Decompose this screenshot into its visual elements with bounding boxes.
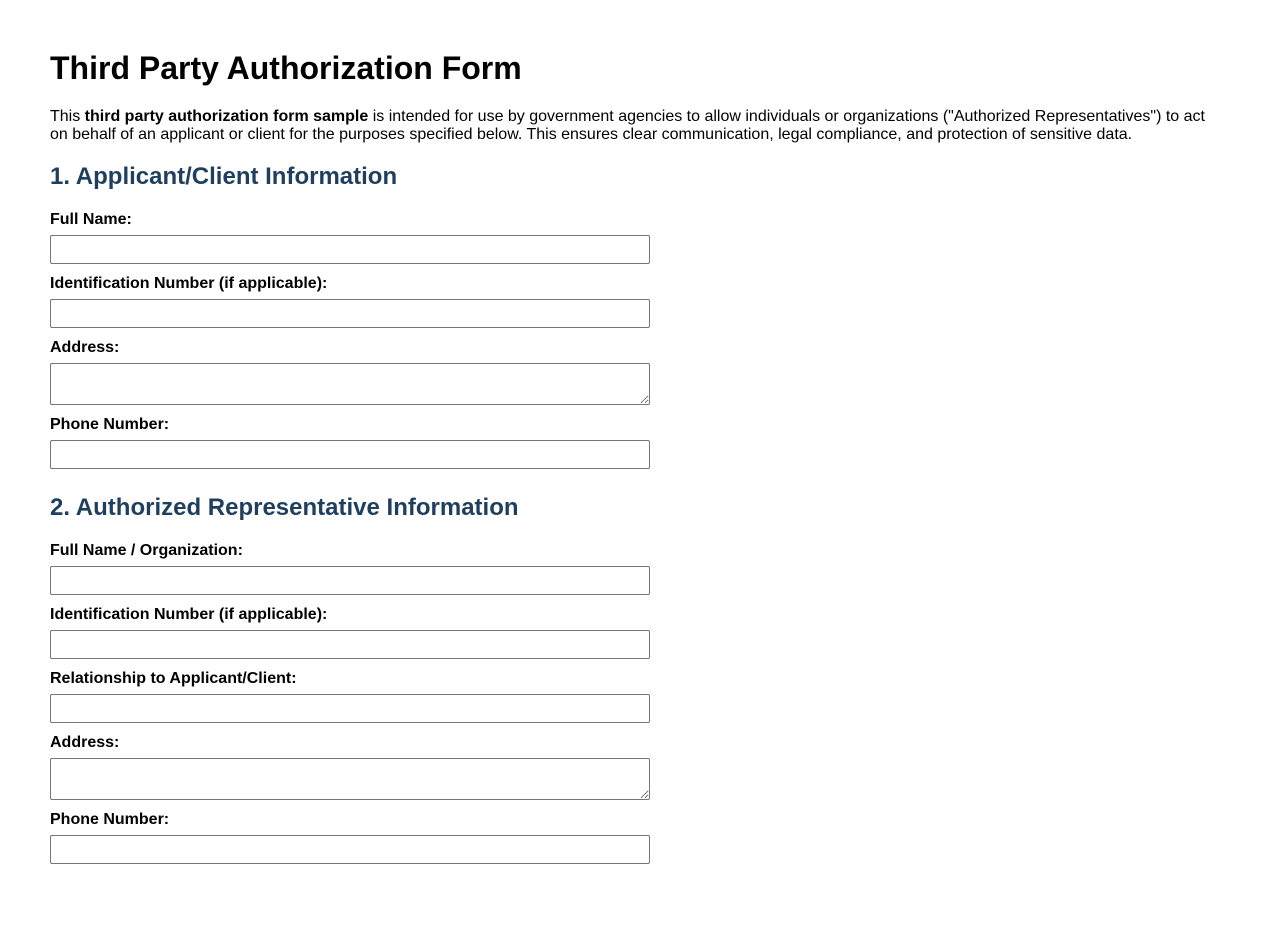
intro-paragraph (50, 108, 1215, 144)
applicant-phone-input[interactable] (50, 440, 650, 469)
section-heading-applicant: 1. Applicant/Client Information (50, 163, 398, 190)
rep-id-number-input[interactable] (50, 630, 650, 659)
label-applicant-full-name: Full Name: (50, 211, 132, 228)
applicant-address-textarea[interactable] (50, 363, 650, 405)
label-rep-full-name: Full Name / Organization: (50, 542, 243, 559)
form-page (0, 50, 1263, 864)
label-rep-phone: Phone Number: (50, 811, 170, 828)
label-rep-id-number: Identification Number (if applicable): (50, 606, 328, 623)
label-applicant-address: Address: (50, 339, 120, 356)
label-applicant-id-number: Identification Number (if applicable): (50, 275, 328, 292)
label-rep-address: Address: (50, 734, 120, 751)
page-title: Third Party Authorization Form (50, 50, 522, 86)
rep-full-name-input[interactable] (50, 566, 650, 595)
label-rep-relationship: Relationship to Applicant/Client: (50, 670, 297, 687)
rep-address-textarea[interactable] (50, 758, 650, 800)
rep-phone-input[interactable] (50, 835, 650, 864)
intro-suffix: is intended for use by government agencies to allow individuals or organizations ("Authorized Representatives") to act on behalf of an applicant or client for the purposes specified below. This ensures clear communication, legal compliance, and protection of sensitive data. (50, 108, 1205, 143)
label-applicant-phone: Phone Number: (50, 416, 170, 433)
section-heading-representative: 2. Authorized Representative Information (50, 494, 519, 521)
intro-prefix: This (50, 108, 85, 125)
applicant-full-name-input[interactable] (50, 235, 650, 264)
rep-relationship-input[interactable] (50, 694, 650, 723)
intro-bold: third party authorization form sample (84, 108, 369, 125)
applicant-id-number-input[interactable] (50, 299, 650, 328)
